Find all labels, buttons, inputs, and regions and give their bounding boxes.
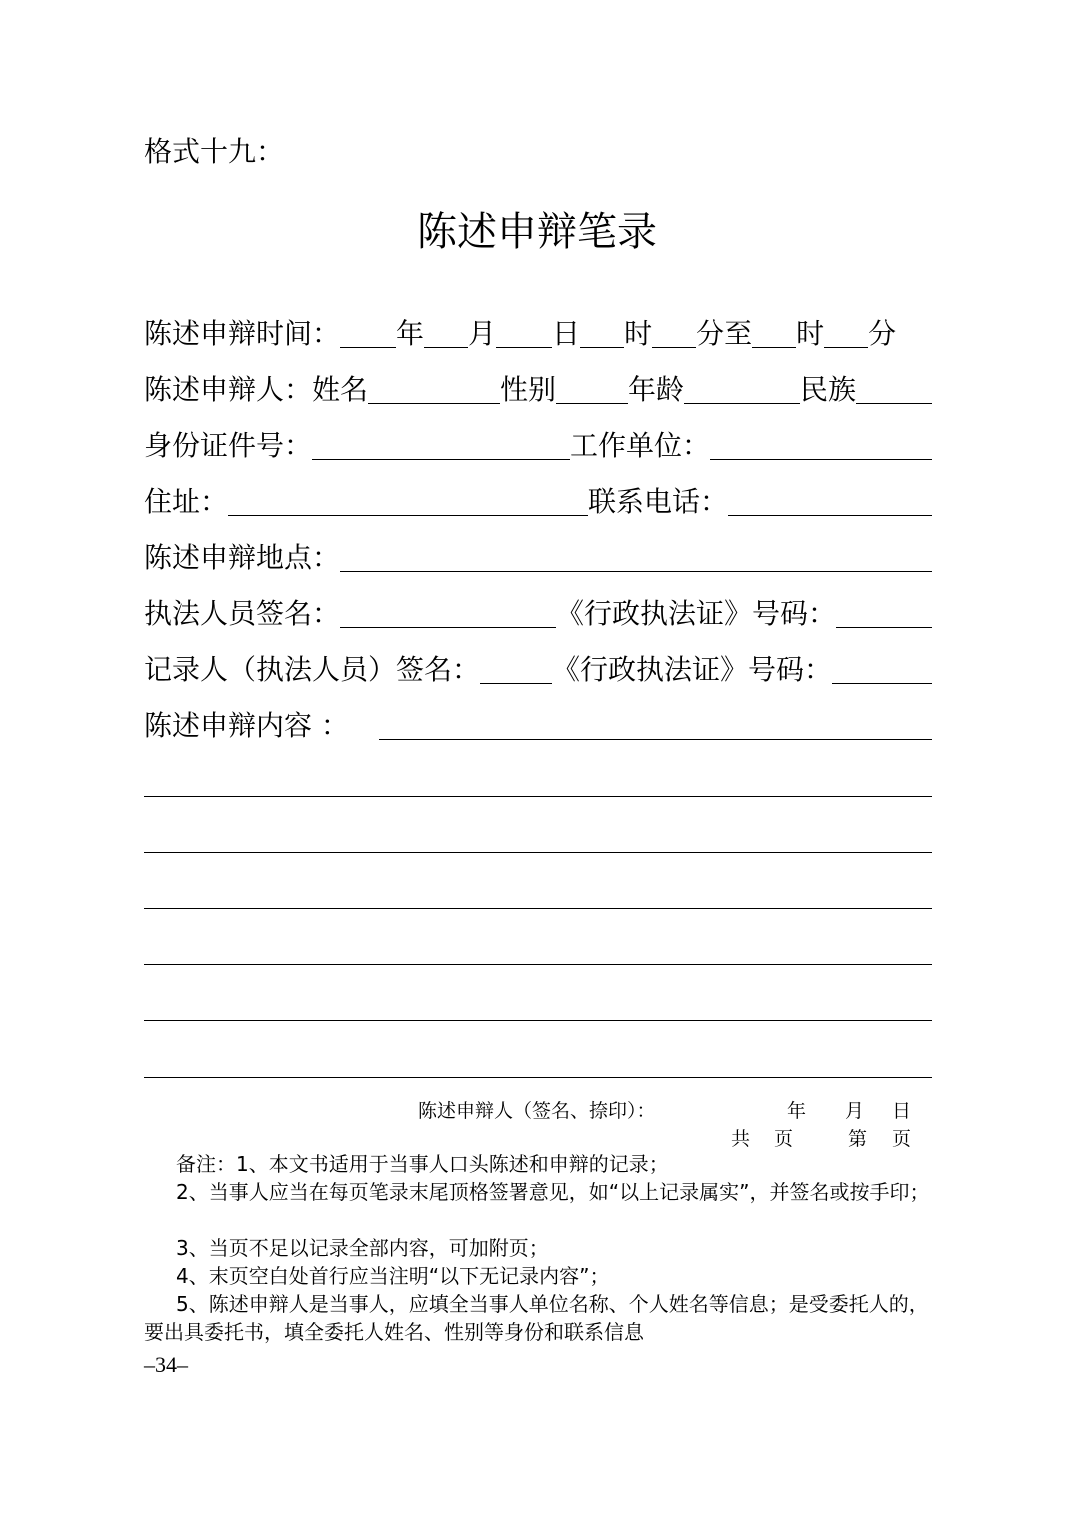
content-label: 陈述申辩内容 ： [144,709,349,742]
format-label: 格式十九： [144,135,285,168]
hour-label: 时 [624,317,653,350]
recorder-sign-blank[interactable] [480,653,552,684]
month-blank[interactable] [424,317,468,348]
note-2: 2、当事人应当在每页笔录末尾顶格签署意见，如“以上记录属实”，并签名或按手印； [176,1180,930,1204]
signature-day: 日 [892,1100,912,1122]
id-row [144,428,932,464]
recorder-sign-label: 记录人（执法人员）签名： [144,653,481,686]
place-label: 陈述申辩地点： [144,541,341,574]
year-label: 年 [396,317,425,350]
cert-no-blank-2[interactable] [832,653,932,684]
content-line[interactable] [144,1077,932,1078]
note-4: 4、末页空白处首行应当注明“以下无记录内容”； [176,1264,610,1288]
address-label: 住址： [144,485,229,518]
day-label: 日 [552,317,581,350]
gender-blank[interactable] [556,373,628,404]
content-line[interactable] [144,964,932,965]
id-blank[interactable] [312,429,570,460]
content-blank[interactable] [379,709,932,740]
work-unit-blank[interactable] [710,429,932,460]
officer-sign-label: 执法人员签名： [144,597,341,630]
minute-to-label: 分至 [696,317,753,350]
cert-no-label: 《行政执法证》号码： [556,597,837,630]
time-label: 陈述申辩时间： [144,317,341,350]
cert-no-blank[interactable] [836,597,932,628]
officer-row [144,596,932,632]
minute2-blank[interactable] [824,317,868,348]
nth-page-label: 页 [892,1128,912,1150]
content-line[interactable] [144,1020,932,1021]
signature-month: 月 [845,1100,865,1122]
ethnicity-blank[interactable] [856,373,932,404]
content-line[interactable] [144,852,932,853]
month-label: 月 [468,317,497,350]
work-unit-label: 工作单位： [570,429,711,462]
signature-label: 陈述申辩人（签名、捺印）： [418,1100,656,1122]
person-name-label: 陈述申辩人：姓名 [144,373,369,406]
note-1: 备注：1、本文书适用于当事人口头陈述和申辩的记录； [176,1152,669,1176]
hour2-label: 时 [796,317,825,350]
total-page-label: 页 [774,1128,794,1150]
hour2-blank[interactable] [752,317,796,348]
place-row [144,540,932,576]
officer-sign-blank[interactable] [340,597,556,628]
person-row [144,372,932,408]
place-blank[interactable] [340,541,932,572]
total-label: 共 [731,1128,751,1150]
time-row [144,316,932,352]
year-blank[interactable] [340,317,396,348]
content-row [144,708,932,744]
content-line[interactable] [144,908,932,909]
age-label: 年龄 [628,373,685,406]
note-3: 3、当页不足以记录全部内容，可加附页； [176,1236,549,1260]
recorder-row [144,652,932,688]
phone-label: 联系电话： [588,485,729,518]
phone-blank[interactable] [728,485,932,516]
address-row [144,484,932,520]
age-blank[interactable] [684,373,800,404]
content-line[interactable] [144,796,932,797]
id-label: 身份证件号： [144,429,313,462]
signature-year: 年 [787,1100,807,1122]
note-5: 5、陈述申辩人是当事人，应填全当事人单位名称、个人姓名等信息；是受委托人的，要出具委托书，填全委托人姓名、性别等身份和联系信息 [144,1292,929,1344]
gender-label: 性别 [500,373,557,406]
ethnicity-label: 民族 [800,373,857,406]
nth-label: 第 [848,1128,868,1150]
minute2-label: 分 [868,317,897,350]
cert-no-label-2: 《行政执法证》号码： [552,653,833,686]
hour-blank[interactable] [580,317,624,348]
document-title: 陈述申辩笔录 [417,209,657,255]
name-blank[interactable] [368,373,500,404]
page-number: –34– [144,1352,188,1377]
minute-blank[interactable] [652,317,696,348]
day-blank[interactable] [496,317,552,348]
address-blank[interactable] [228,485,588,516]
